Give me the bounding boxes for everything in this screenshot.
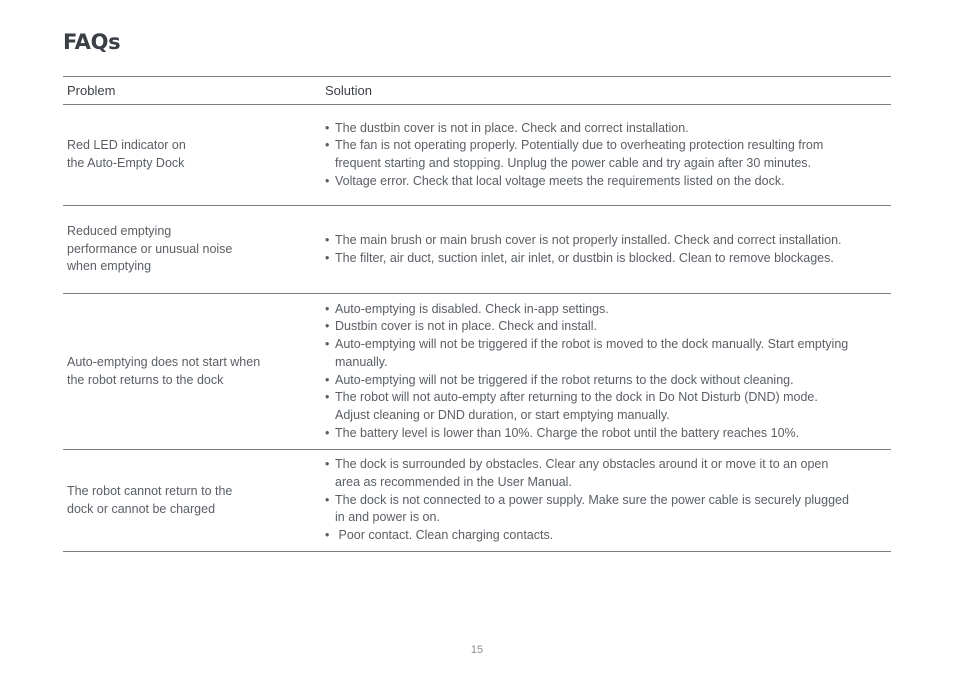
list-item: • Voltage error. Check that local voltage meets the requirements listed on the dock. <box>325 173 851 191</box>
solution-list <box>325 120 851 191</box>
problem-cell: Reduced emptying performance or unusual noise when emptying <box>67 223 233 274</box>
bullet-icon: • <box>325 120 330 135</box>
bullet-icon: • <box>325 138 330 153</box>
table-row <box>63 294 891 450</box>
bullet-icon: • <box>325 232 330 247</box>
problem-cell: Red LED indicator on the Auto-Empty Dock <box>67 138 186 170</box>
header-problem: Problem <box>67 83 116 98</box>
bullet-icon: • <box>325 425 330 440</box>
list-item: • The fan is not operating properly. Potentially due to overheating protection resulting from frequent starting and stopping. Unplug the power cable and try again after 30 minutes. <box>325 138 824 170</box>
bullet-icon: • <box>325 301 330 316</box>
problem-cell: The robot cannot return to the dock or cannot be charged <box>67 483 233 516</box>
header-solution: Solution <box>325 83 372 98</box>
table-row <box>63 450 891 552</box>
problem-cell: Auto-emptying does not start when the robot returns to the dock <box>67 354 261 387</box>
page-number: 15 <box>470 644 484 656</box>
bullet-icon: • <box>325 390 330 405</box>
bullet-icon: • <box>325 528 330 543</box>
table-row <box>63 206 891 294</box>
list-item: • The robot will not auto-empty after returning to the dock in Do Not Disturb (DND) mode. Adjust cleaning or DND duration, or start emptying manually. <box>325 390 818 422</box>
list-item: • The battery level is lower than 10%. Charge the robot until the battery reaches 10%. <box>325 425 851 443</box>
table-row <box>63 105 891 206</box>
bullet-icon: • <box>325 319 330 334</box>
bullet-icon: • <box>325 457 330 472</box>
solution-list <box>325 232 851 267</box>
list-item: • Auto-emptying will not be triggered if the robot returns to the dock without cleaning. <box>325 372 851 390</box>
list-item: • Auto-emptying will not be triggered if the robot is moved to the dock manually. Start emptying manually. <box>325 337 849 369</box>
list-item: • The filter, air duct, suction inlet, air inlet, or dustbin is blocked. Clean to remove blockages. <box>325 250 851 268</box>
bullet-icon: • <box>325 250 330 265</box>
list-item: • The dock is surrounded by obstacles. Clear any obstacles around it or move it to an open area as recommended in the User Manual. <box>325 457 829 489</box>
table-header <box>63 76 891 105</box>
solution-list <box>325 456 851 545</box>
list-item: • The dock is not connected to a power supply. Make sure the power cable is securely plugged in and power is on. <box>325 492 849 525</box>
list-item: • Poor contact. Clean charging contacts. <box>325 527 851 545</box>
bullet-icon: • <box>325 492 330 507</box>
faq-table <box>63 76 891 552</box>
bullet-icon: • <box>325 372 330 387</box>
page-title: FAQs <box>63 30 121 54</box>
list-item: • Auto-emptying is disabled. Check in-app settings. <box>325 301 851 319</box>
bullet-icon: • <box>325 173 330 188</box>
list-item: • The main brush or main brush cover is not properly installed. Check and correct installation. <box>325 232 851 250</box>
list-item: • Dustbin cover is not in place. Check and install. <box>325 318 851 336</box>
list-item: • The dustbin cover is not in place. Check and correct installation. <box>325 120 851 138</box>
solution-list <box>325 301 851 443</box>
bullet-icon: • <box>325 337 330 352</box>
